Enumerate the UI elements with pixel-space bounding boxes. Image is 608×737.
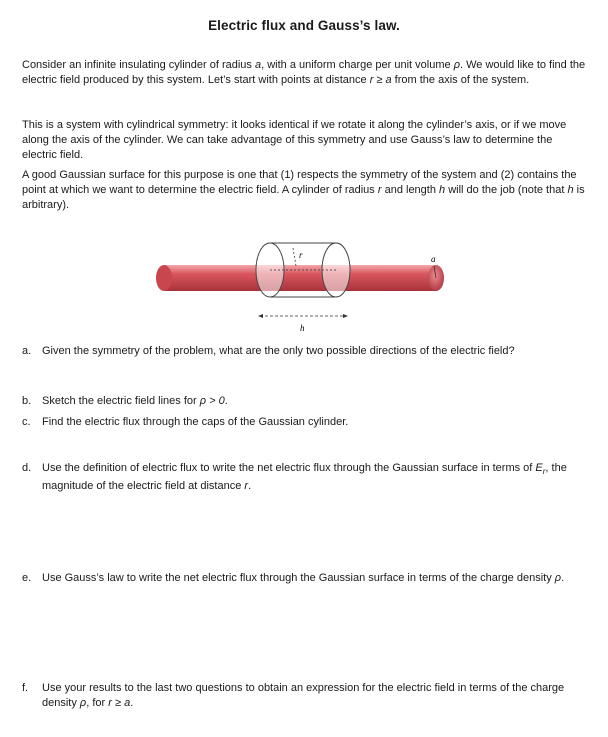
math-h: h: [439, 184, 446, 196]
question-a: [22, 344, 592, 359]
math-h: h: [567, 184, 574, 196]
cylinder-figure: [150, 232, 460, 334]
question-label: d.: [22, 462, 32, 474]
intro-paragraph: [22, 58, 588, 88]
question-text: Find the electric flux through the caps of the Gaussian cylinder.: [42, 416, 349, 428]
question-label: f.: [22, 682, 29, 694]
question-label: e.: [22, 572, 32, 584]
math-r-geq-a: r ≥ a: [108, 697, 131, 709]
arrowhead-right: [343, 314, 348, 318]
text-run: will do the job (note that: [445, 184, 568, 196]
math-r: r: [377, 184, 382, 196]
label-a: a: [431, 254, 436, 264]
arrowhead-left: [258, 314, 263, 318]
gaussian-surface-paragraph: [22, 168, 588, 213]
text-run: . We would like to find the electric field produced by this system. Let’s start with points at distance: [22, 59, 586, 86]
math-subscript-r: r: [542, 467, 546, 477]
question-text: Given the symmetry of the problem, what are the only two possible directions of the electric field?: [42, 345, 515, 357]
text-run: .: [224, 395, 228, 407]
text-run: Use your results to the last two questions to obtain an expression for the electric field in terms of the charge density: [42, 682, 565, 709]
charged-cylinder: [164, 265, 436, 291]
radius-r-arrow: [293, 248, 296, 266]
question-c: [22, 415, 592, 430]
question-d: [22, 461, 592, 494]
question-label: b.: [22, 395, 32, 407]
text-run: Use Gauss’s law to write the net electric flux through the Gaussian surface in terms of the charge density: [42, 572, 555, 584]
math-E: E: [535, 462, 543, 474]
question-text: [42, 571, 592, 586]
symmetry-paragraph: This is a system with cylindrical symmetry: it looks identical if we rotate it along the cylinder’s axis, or if we move along the axis of the cylinder. We can take advantage of this symmetry and use Gauss’s law to determine the electric field.: [22, 119, 567, 161]
rod-left-end: [156, 265, 172, 291]
text-run: from the axis of the system.: [391, 74, 530, 86]
question-text: [42, 681, 592, 711]
label-h: h: [300, 323, 305, 333]
math-r: r: [244, 480, 249, 493]
text-run: is arbitrary).: [22, 184, 585, 211]
text-run: , the magnitude of the electric field at distance: [42, 462, 567, 493]
question-text: [42, 394, 592, 409]
question-e: [22, 571, 592, 586]
text-run: .: [248, 480, 252, 493]
page-title: Electric flux and Gauss’s law.: [208, 18, 400, 33]
question-b: [22, 394, 592, 409]
math-rho: ρ: [453, 59, 460, 71]
text-run: , for: [86, 697, 109, 709]
label-r: r: [299, 250, 303, 260]
question-text: [42, 461, 592, 494]
math-rho: ρ: [554, 572, 562, 584]
text-run: .: [130, 697, 134, 709]
text-run: .: [561, 572, 565, 584]
text-run: Consider an infinite insulating cylinder of radius: [22, 59, 255, 71]
math-rho: ρ: [79, 697, 87, 709]
question-label: c.: [22, 416, 31, 428]
text-run: Use the definition of electric flux to write the net electric flux through the Gaussian surface in terms of: [42, 462, 536, 474]
math-a: a: [254, 59, 262, 71]
math-r-geq-a: r ≥ a: [369, 74, 392, 86]
text-run: and length: [381, 184, 440, 196]
text-run: Sketch the electric field lines for: [42, 395, 200, 407]
math-rho-positive: ρ > 0: [199, 395, 225, 407]
text-run: , with a uniform charge per unit volume: [261, 59, 454, 71]
question-label: a.: [22, 345, 32, 357]
question-f: [22, 681, 592, 711]
text-run: A good Gaussian surface for this purpose is one that (1) respects the symmetry of the system and (2) contains the point at which we want to determine the electric field. A cylinder of radius: [22, 169, 577, 196]
